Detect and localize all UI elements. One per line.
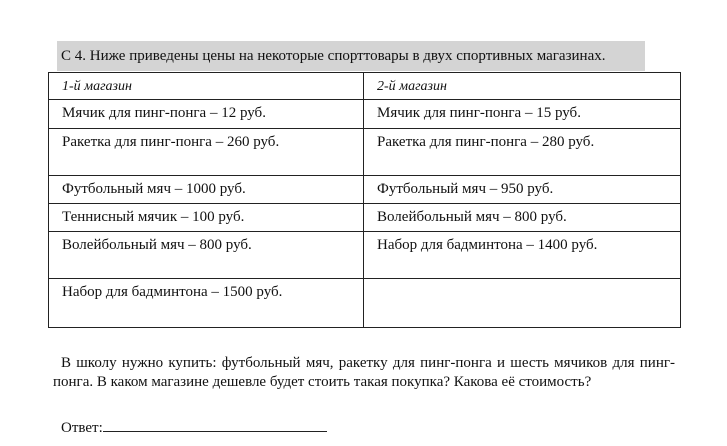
- table-cell: Ракетка для пинг-понга – 280 руб.: [364, 129, 681, 176]
- table-cell: Набор для бадминтона – 1400 руб.: [364, 232, 681, 279]
- table-cell: [364, 279, 681, 328]
- table-cell: Мячик для пинг-понга – 15 руб.: [364, 100, 681, 129]
- answer-line: [61, 416, 327, 438]
- header-shop-2: 2-й магазин: [364, 73, 681, 100]
- answer-label: Ответ:: [61, 420, 103, 436]
- table-row: [49, 279, 681, 328]
- table-row: [49, 129, 681, 176]
- table-cell: Футбольный мяч – 1000 руб.: [49, 176, 364, 204]
- table-cell: Набор для бадминтона – 1500 руб.: [49, 279, 364, 328]
- price-table: [48, 72, 681, 328]
- question-text: В школу нужно купить: футбольный мяч, ракетку для пинг-понга и шесть мячиков для пинг-понга. В каком магазине дешевле будет стоить такая покупка? Какова её стоимость?: [53, 355, 675, 390]
- table-cell: Волейбольный мяч – 800 руб.: [364, 204, 681, 232]
- answer-blank[interactable]: [103, 416, 327, 432]
- table-row: [49, 232, 681, 279]
- table-cell: Теннисный мячик – 100 руб.: [49, 204, 364, 232]
- table-cell: Футбольный мяч – 950 руб.: [364, 176, 681, 204]
- table-header-row: [49, 73, 681, 100]
- table-row: [49, 100, 681, 129]
- table-cell: Ракетка для пинг-понга – 260 руб.: [49, 129, 364, 176]
- table-cell: Мячик для пинг-понга – 12 руб.: [49, 100, 364, 129]
- table-row: [49, 176, 681, 204]
- table-cell: Волейбольный мяч – 800 руб.: [49, 232, 364, 279]
- task-heading: С 4. Ниже приведены цены на некоторые спорттовары в двух спортивных магазинах.: [57, 41, 645, 71]
- header-shop-1: 1-й магазин: [49, 73, 364, 100]
- table-row: [49, 204, 681, 232]
